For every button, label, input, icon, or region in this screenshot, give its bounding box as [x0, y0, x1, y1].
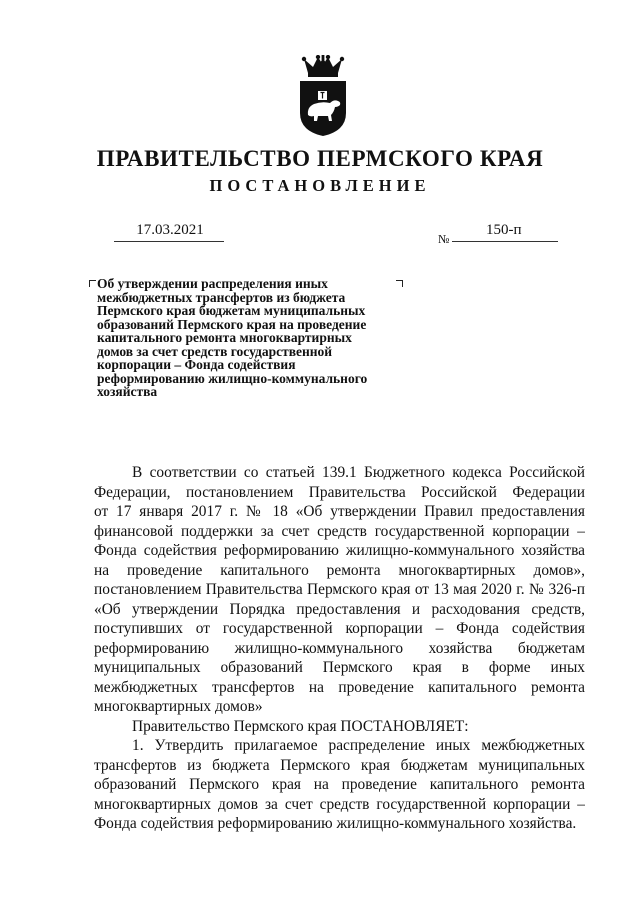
preamble-line: многоквартирных домов»	[94, 698, 263, 715]
subject-line: хозяйства	[97, 384, 158, 399]
item-1-line: 1. Утвердить прилагаемое распределение иных межбюджетных	[132, 737, 585, 754]
subject-line: корпорации – Фонда содействия	[97, 357, 296, 372]
resolves-line: Правительство Пермского края ПОСТАНОВЛЯЕТ:	[132, 717, 469, 735]
preamble-line: Фонда содействия реформированию жилищно-коммунального хозяйства	[94, 542, 585, 559]
preamble-line: муниципальных образований Пермского края в форме иных	[94, 659, 585, 676]
document-subject	[97, 277, 407, 399]
subject-line: домов за счет средств государственной	[97, 343, 333, 359]
subject-line: межбюджетных трансфертов из бюджета	[97, 289, 346, 305]
subject-line: Пермского края бюджетам муниципальных	[97, 303, 366, 318]
preamble-line: В соответствии со статьей 139.1 Бюджетного кодекса Российской	[132, 464, 585, 481]
preamble-line: от 17 января 2017 г. № 18 «Об утверждении Правил предоставления	[94, 503, 585, 520]
item-1-line: Фонда содействия реформированию жилищно-коммунального хозяйства.	[94, 815, 577, 832]
subject-line: капитального ремонта многоквартирных	[97, 330, 352, 345]
document-body	[94, 463, 585, 834]
item-1-line: многоквартирных домов за счет средств государственной корпорации –	[94, 795, 585, 813]
document-number: 150-п	[486, 222, 522, 238]
subject-line: Об утверждении распределения иных	[97, 276, 328, 291]
preamble-line: постановлением Правительства Пермского края от 13 мая 2020 г. № 326-п	[94, 581, 585, 598]
subject-corner-left	[89, 280, 96, 287]
preamble-line: поступивших от государственной корпорации – Фонда содействия	[94, 620, 585, 637]
subject-line: реформированию жилищно-коммунального	[97, 370, 368, 386]
number-sign: №	[438, 232, 450, 246]
preamble-line: межбюджетных трансфертов на проведение капитального ремонта	[94, 678, 585, 696]
item-1-line: образований Пермского края на проведение капитального ремонта	[94, 776, 585, 793]
number-underline	[452, 241, 558, 242]
subject-line: образований Пермского края на проведение	[97, 316, 367, 332]
preamble-line: реформированию жилищно-коммунального хозяйства бюджетам	[94, 639, 585, 657]
preamble-line: финансовой поддержки за счет средств государственной корпорации –	[94, 522, 585, 540]
date-underline	[114, 241, 224, 242]
preamble-line: на проведение капитального ремонта многоквартирных домов»,	[94, 561, 585, 579]
document-date: 17.03.2021	[136, 222, 204, 238]
item-1-line: трансфертов из бюджета Пермского края бюджетам муниципальных	[94, 756, 585, 774]
perm-krai-coat-of-arms-icon	[294, 55, 352, 137]
preamble-line: «Об утверждении Порядка предоставления и расходования средств,	[94, 600, 585, 618]
government-title: ПРАВИТЕЛЬСТВО ПЕРМСКОГО КРАЯ	[96, 146, 544, 171]
preamble-line: Федерации, постановлением Правительства Российской Федерации	[94, 483, 585, 501]
document-type: ПОСТАНОВЛЕНИЕ	[209, 176, 431, 195]
